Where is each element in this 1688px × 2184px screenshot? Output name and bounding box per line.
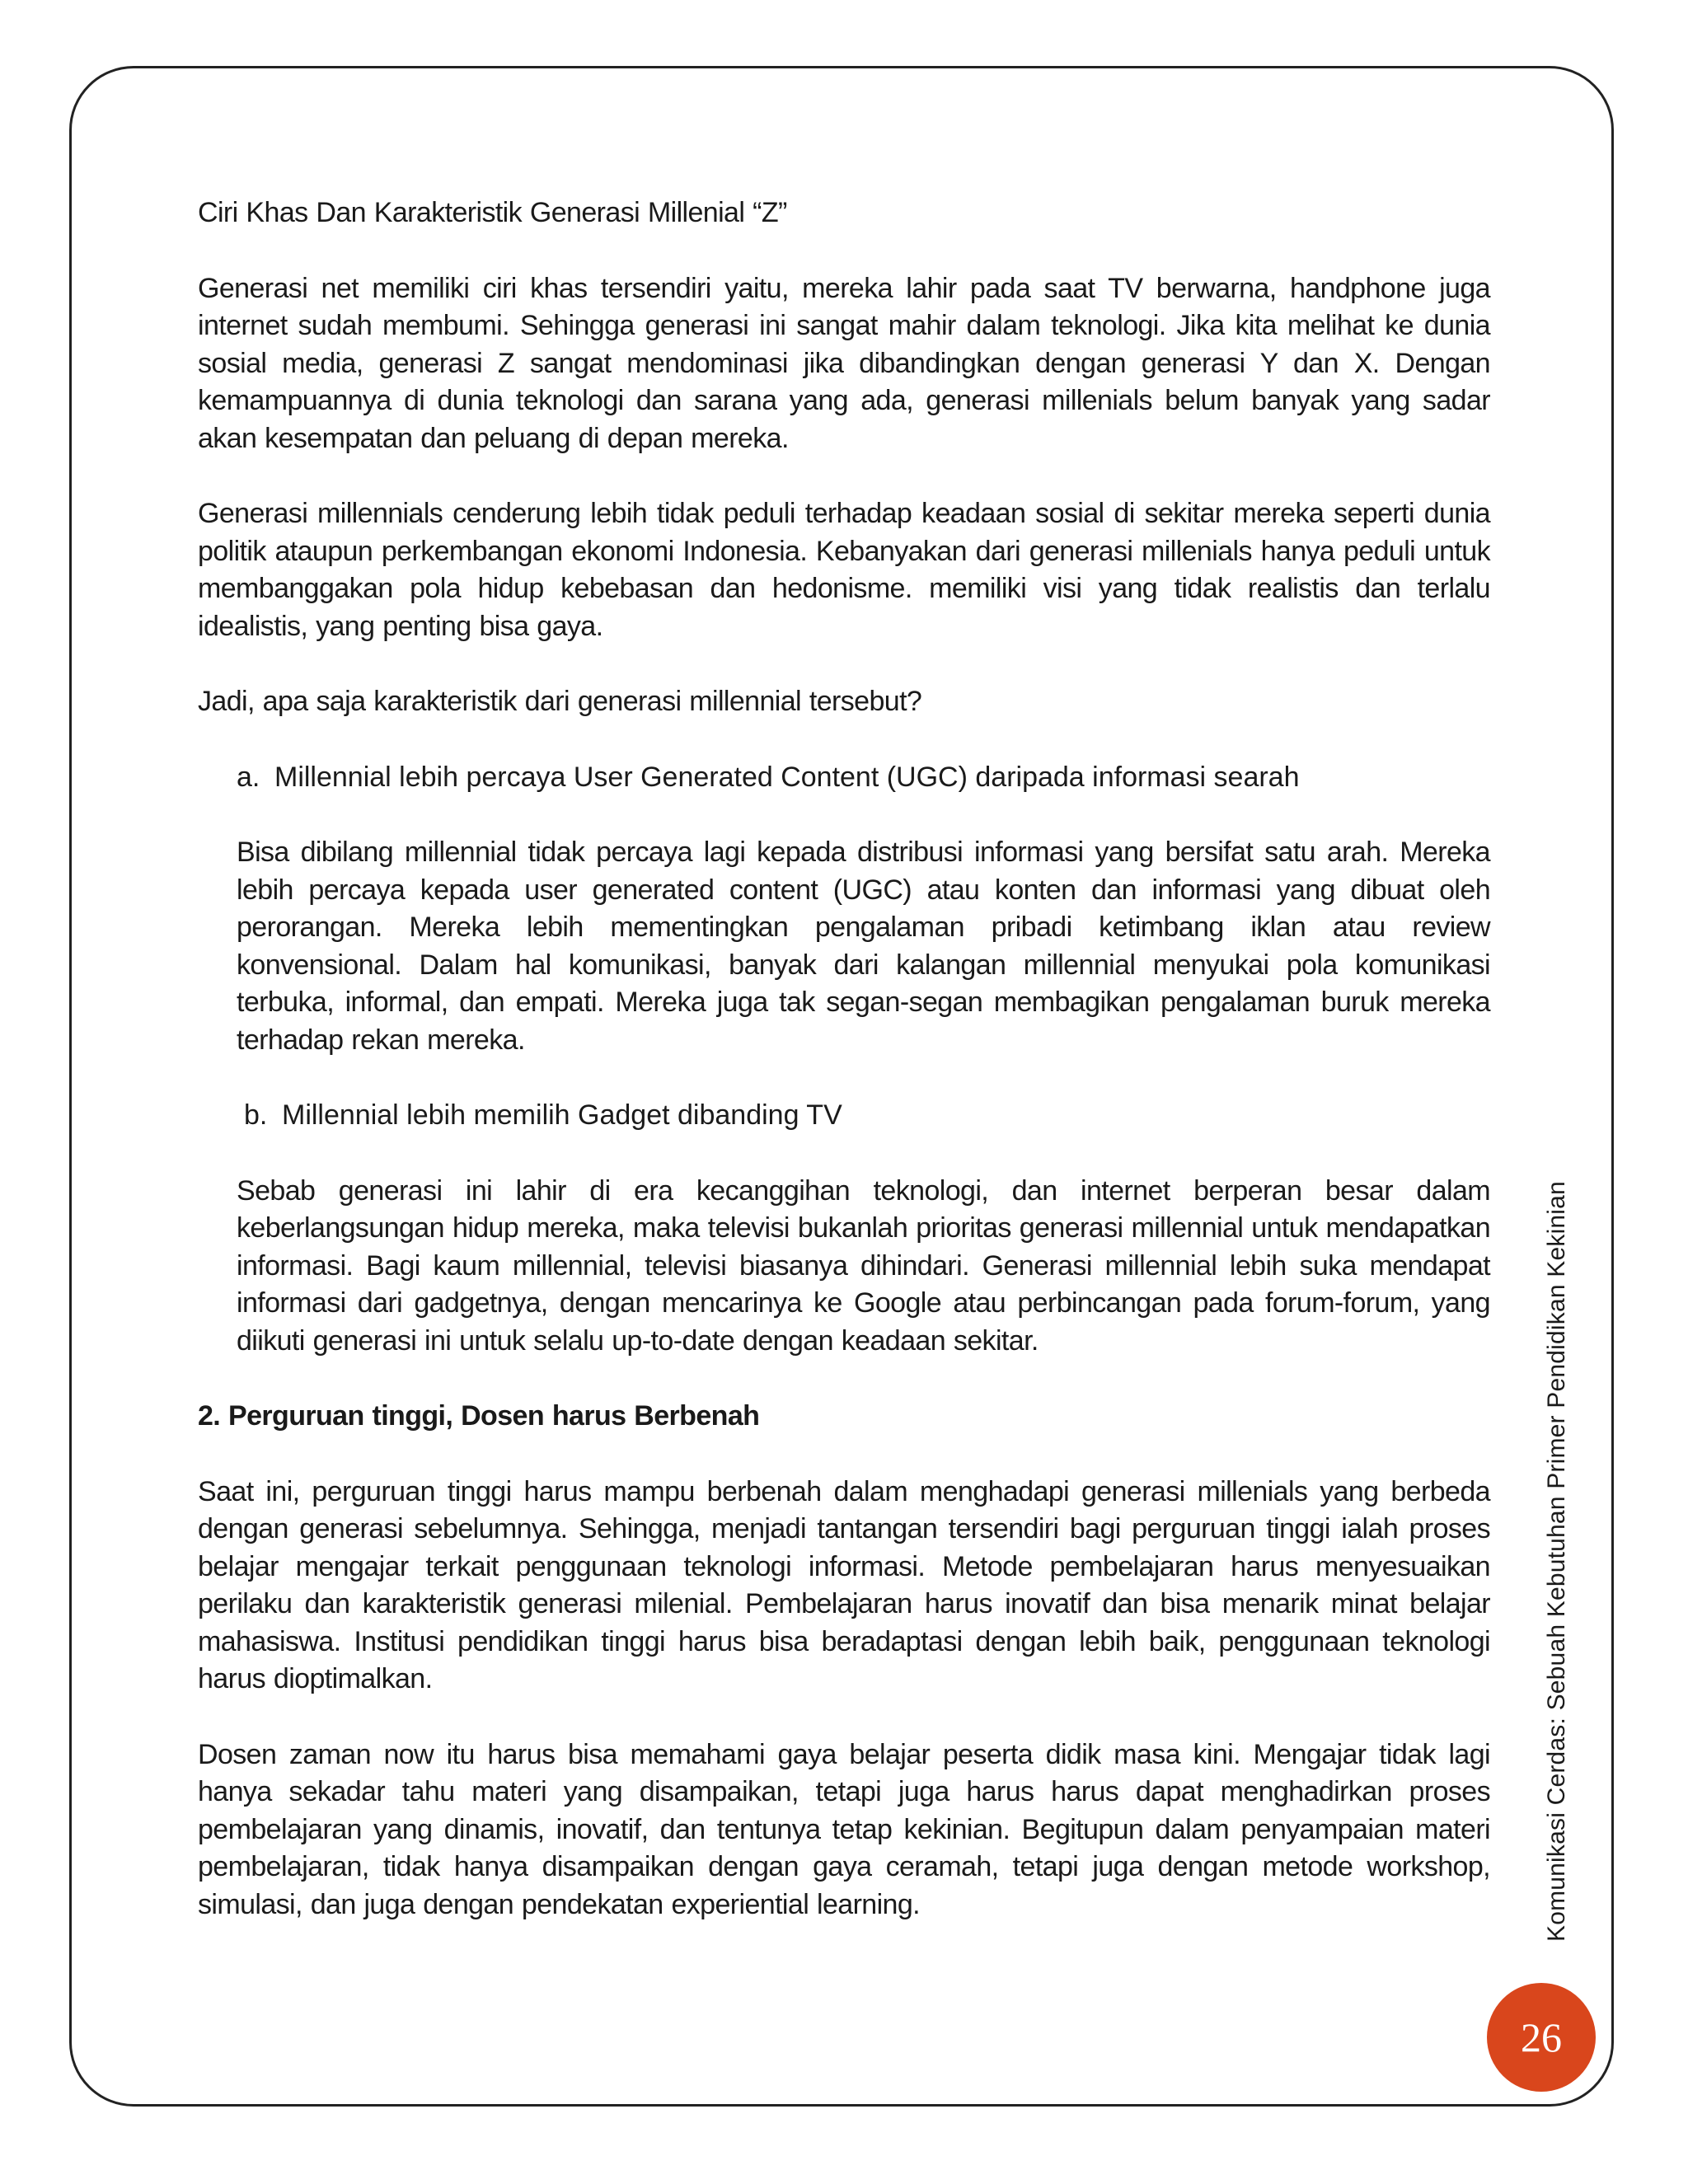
list-item-b-title: Millennial lebih memilih Gadget dibanding TV [282,1099,842,1131]
section-2-paragraph-1: Saat ini, perguruan tinggi harus mampu berbenah dalam menghadapi generasi millenials yang berbeda dengan generasi sebelumnya. Sehingga, menjadi tantangan tersendiri bagi perguruan tinggi ialah proses belajar mengajar terkait penggunaan teknologi informasi. Metode pembelajaran harus menyesuaikan perilaku dan karakteristik generasi milenial. Pembelajaran harus inovatif dan bisa menarik minat belajar mahasiswa. Institusi pendidikan tinggi harus bisa beradaptasi dengan lebih baik, penggunaan teknologi harus dioptimalkan. [198,1475,1490,1694]
list-item-b-heading [244,1097,1490,1135]
list-item-a-heading [237,759,1490,797]
list-item-a-title: Millennial lebih percaya User Generated Content (UGC) daripada informasi searah [274,761,1300,793]
paragraph-2: Generasi millennials cenderung lebih tidak peduli terhadap keadaan sosial di sekitar mereka seperti dunia politik ataupun perkembangan ekonomi Indonesia. Kebanyakan dari generasi millenials hanya peduli untuk membanggakan pola hidup kebebasan dan hedonisme. memiliki visi yang tidak realistis dan terlalu idealistis, yang penting bisa gaya. [198,498,1490,642]
list-marker-a: a. [237,761,260,793]
section-title: Ciri Khas Dan Karakteristik Generasi Millenial “Z” [198,197,787,228]
page-number-badge: 26 [1487,1983,1596,2092]
list-marker-b: b. [244,1099,268,1131]
list-item-b-body: Sebab generasi ini lahir di era kecanggihan teknologi, dan internet berperan besar dalam keberlangsungan hidup mereka, maka televisi bukanlah prioritas generasi millennial untuk mendapatkan informasi. Bagi kaum millennial, televisi biasanya dihindari. Generasi millennial lebih suka mendapat informasi dari gadgetnya, dengan mencarinya ke Google atau perbincangan pada forum-forum, yang diikuti generasi ini untuk selalu up-to-date dengan keadaan sekitar. [237,1174,1490,1357]
section-2-heading: 2. Perguruan tinggi, Dosen harus Berbenah [198,1400,760,1432]
book-side-title: Komunikasi Cerdas: Sebuah Kebutuhan Primer Pendidikan Kekinian [1543,1181,1570,1942]
page-content [198,194,1490,1924]
section-2-paragraph-2: Dosen zaman now itu harus bisa memahami gaya belajar peserta didik masa kini. Mengajar tidak lagi hanya sekadar tahu materi yang disampaikan, tetapi juga harus harus dapat menghadirkan proses pembelajaran yang dinamis, inovatif, dan tentunya tetap kekinian. Begitupun dalam penyampaian materi pembelajaran, tidak hanya disampaikan dengan gaya ceramah, tetapi juga dengan metode workshop, simulasi, dan juga dengan pendekatan experiential learning. [198,1738,1490,1920]
paragraph-3: Jadi, apa saja karakteristik dari generasi millennial tersebut? [198,686,922,717]
paragraph-1: Generasi net memiliki ciri khas tersendiri yaitu, mereka lahir pada saat TV berwarna, handphone juga internet sudah membumi. Sehingga generasi ini sangat mahir dalam teknologi. Jika kita melihat ke dunia sosial media, generasi Z sangat mendominasi jika dibandingkan dengan generasi Y dan X. Dengan kemampuannya di dunia teknologi dan sarana yang ada, generasi millenials belum banyak yang sadar akan kesempatan dan peluang di depan mereka. [198,272,1490,454]
list-item-a-body: Bisa dibilang millennial tidak percaya lagi kepada distribusi informasi yang bersifat satu arah. Mereka lebih percaya kepada user generated content (UGC) atau konten dan informasi yang dibuat oleh perorangan. Mereka lebih mementingkan pengalaman pribadi ketimbang iklan atau review konvensional. Dalam hal komunikasi, banyak dari kalangan millennial menyukai pola komunikasi terbuka, informal, dan empati. Mereka juga tak segan-segan membagikan pengalaman buruk mereka terhadap rekan mereka. [237,837,1490,1056]
